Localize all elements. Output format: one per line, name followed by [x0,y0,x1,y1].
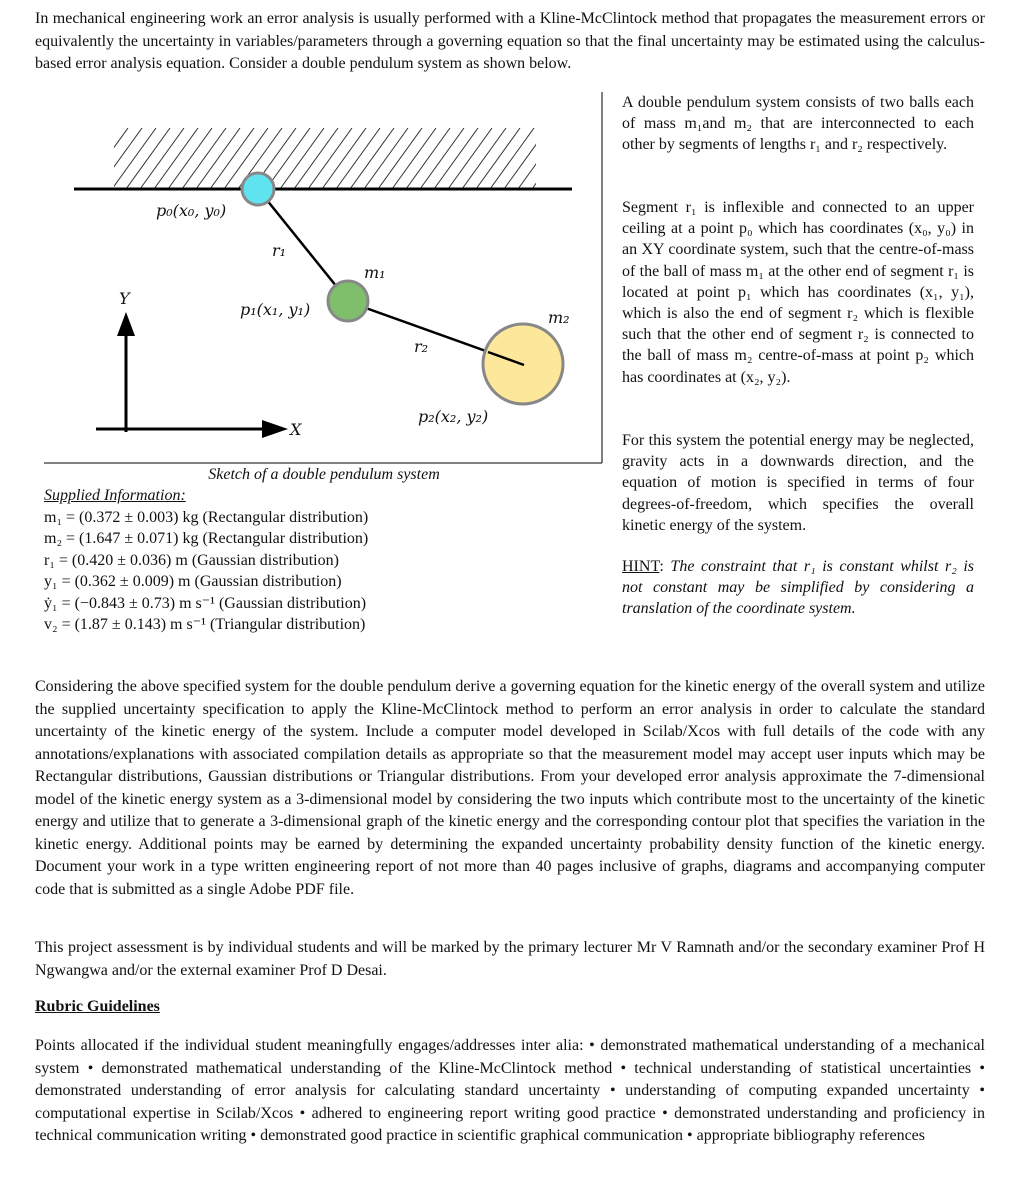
hatch-line [294,128,338,189]
hatch-line [532,128,576,189]
hatch-line [308,128,352,189]
label-p1: p₁(x₁, y₁) [240,300,311,319]
supplied-item: y₁ = (0.362 ± 0.009) m (Gaussian distribution) [44,573,342,590]
hatch-line [280,128,324,189]
hatch-line [168,128,212,189]
label-r1: r₁ [272,241,287,260]
hint-paragraph: HINT: The constraint that r₁ is constant whilst r₂ is not constant may be simplified by considering a translation of the coordinate system. [622,558,974,618]
figure-caption: Sketch of a double pendulum system [208,466,440,483]
supplied-heading: Supplied Information: [44,487,186,504]
hatch-line [196,128,240,189]
hatch-line [476,128,520,189]
supplied-information [44,485,604,636]
hint-label: HINT [622,558,660,575]
hatch-line [546,128,590,189]
hatch-line [364,128,408,189]
hint-text: The constraint that r₁ is constant whilst r₂ is not constant may be simplified by considering a translation of the coordinate system. [622,558,974,618]
hatch-line [392,128,436,189]
supplied-item: v₂ = (1.87 ± 0.143) m s⁻¹ (Triangular distribution) [44,616,366,633]
assessment-paragraph: This project assessment is by individual students and will be marked by the primary lecturer Mr V Ramnath and/or the secondary examiner Prof H Ngwangwa and/or the external examiner Prof D Desai. [35,939,985,979]
hatch-line [154,128,198,189]
hatch-line [574,128,604,189]
hatch-line [504,128,548,189]
pivot-point-p0 [242,173,274,205]
label-m2: m₂ [548,308,570,327]
hatch-line [560,128,604,189]
hatch-line [182,128,226,189]
hatch-line [406,128,450,189]
hatch-line [462,128,506,189]
supplied-item: ẏ₁ = (−0.843 ± 0.73) m s⁻¹ (Gaussian distribution) [44,594,367,612]
supplied-item: m₁ = (0.372 ± 0.003) kg (Rectangular distribution) [44,508,369,526]
hatch-line [336,128,380,189]
hatch-line [420,128,464,189]
label-p2: p₂(x₂, y₂) [418,407,489,426]
rubric-paragraph: Points allocated if the individual student meaningfully engages/addresses inter alia: • demonstrated mathematical understanding of a mechanical system • demonstrated mathematical understanding of the Kline-McClintock method • technical understanding of statistical uncertainties • demonstrated understanding of error analysis for calculating standard uncertainty • understanding of computing expanded uncertainty • computational expertise in Scilab/Xcos • adhered to engineering report writing good practice • demonstrated understanding and proficiency in technical communication writing • demonstrated good practice in scientific graphical communication • appropriate bibliography references [35,1037,985,1144]
task-paragraph: Considering the above specified system for the double pendulum derive a governing equation for the kinetic energy of the overall system and utilize the supplied uncertainty specification to apply the Kline-McClintock method to perform an error analysis in order to calculate the standard uncertainty of the kinetic energy of the system. Include a computer model developed in Scilab/Xcos with full details of the code with any annotations/explanations with associated compilation details as appropriate so that the measurement model may accept user inputs which may be Rectangular distributions, Gaussian distributions or Triangular distributions. From your developed error analysis approximate the 7-dimensional model of the kinetic energy system as a 3-dimensional model by considering the two inputs which contribute most to the uncertainty of the kinetic energy and utilize that to generate a 3-dimensional graph of the kinetic energy and the corresponding contour plot that specifies the variation in the kinetic energy. Additional points may be earned by determining the expanded uncertainty probability density function of the kinetic energy. Document your work in a type written engineering report of not more than 40 pages inclusive of graphs, diagrams and accompanying computer code that is submitted as a single Adobe PDF file. [35,678,985,898]
rubric-heading: Rubric Guidelines [35,998,160,1015]
hatch-line [112,128,156,189]
hatch-line [350,128,394,189]
label-x-axis: X [290,420,302,439]
label-r2: r₂ [414,337,429,356]
supplied-item: m₂ = (1.647 ± 0.071) kg (Rectangular distribution) [44,530,369,547]
label-y-axis: Y [119,289,130,308]
hatch-line [84,128,128,189]
y-axis-arrow [117,312,135,336]
hatch-line [126,128,170,189]
hatch-line [490,128,534,189]
double-pendulum-sketch [44,92,604,464]
double-pendulum-figure [44,92,604,464]
hatch-line [378,128,422,189]
hatch-line [448,128,492,189]
side-paragraph-segments: Segment r₁ is inflexible and connected to an upper ceiling at a point p₀ which has coordinates (x₀, y₀) in an XY coordinate system, such that the centre-of-mass of the ball of mass m₁ at the other end of segment r₁ is located at point p₁ which has coordinates (x₁, y₁), which is also the end of segment r₂ which is flexible such that the other end of segment r₂ is connected to the ball of mass m₂ centre-of-mass at point p₂ which has coordinates at (x₂, y₂). [622,199,974,386]
side-paragraph-energy: For this system the potential energy may be neglected, gravity acts in a downwards direction, and the equation of motion is specified in terms of four degrees-of-freedom, which specifies the overall kinetic energy of the system. [622,432,974,534]
hatch-line [434,128,478,189]
label-p0: p₀(x₀, y₀) [156,201,227,220]
intro-paragraph: In mechanical engineering work an error analysis is usually performed with a Kline-McClintock method that propagates the measurement errors or equivalently the uncertainty in variables/parameters through a governing equation so that the final uncertainty may be estimated using the calculus-based error analysis equation. Consider a double pendulum system as shown below. [35,10,985,72]
x-axis-arrow [262,420,288,438]
hatch-line [140,128,184,189]
ceiling-hatch [84,128,604,189]
label-m1: m₁ [364,263,386,282]
hatch-line [518,128,562,189]
ball-m1 [328,281,368,321]
hatch-line [98,128,142,189]
supplied-item: r₁ = (0.420 ± 0.036) m (Gaussian distribution) [44,551,339,569]
hatch-line [322,128,366,189]
side-paragraph-description: A double pendulum system consists of two balls each of mass m₁and m₂ that are interconnected to each other by segments of lengths r₁ and r₂ respectively. [622,94,974,154]
